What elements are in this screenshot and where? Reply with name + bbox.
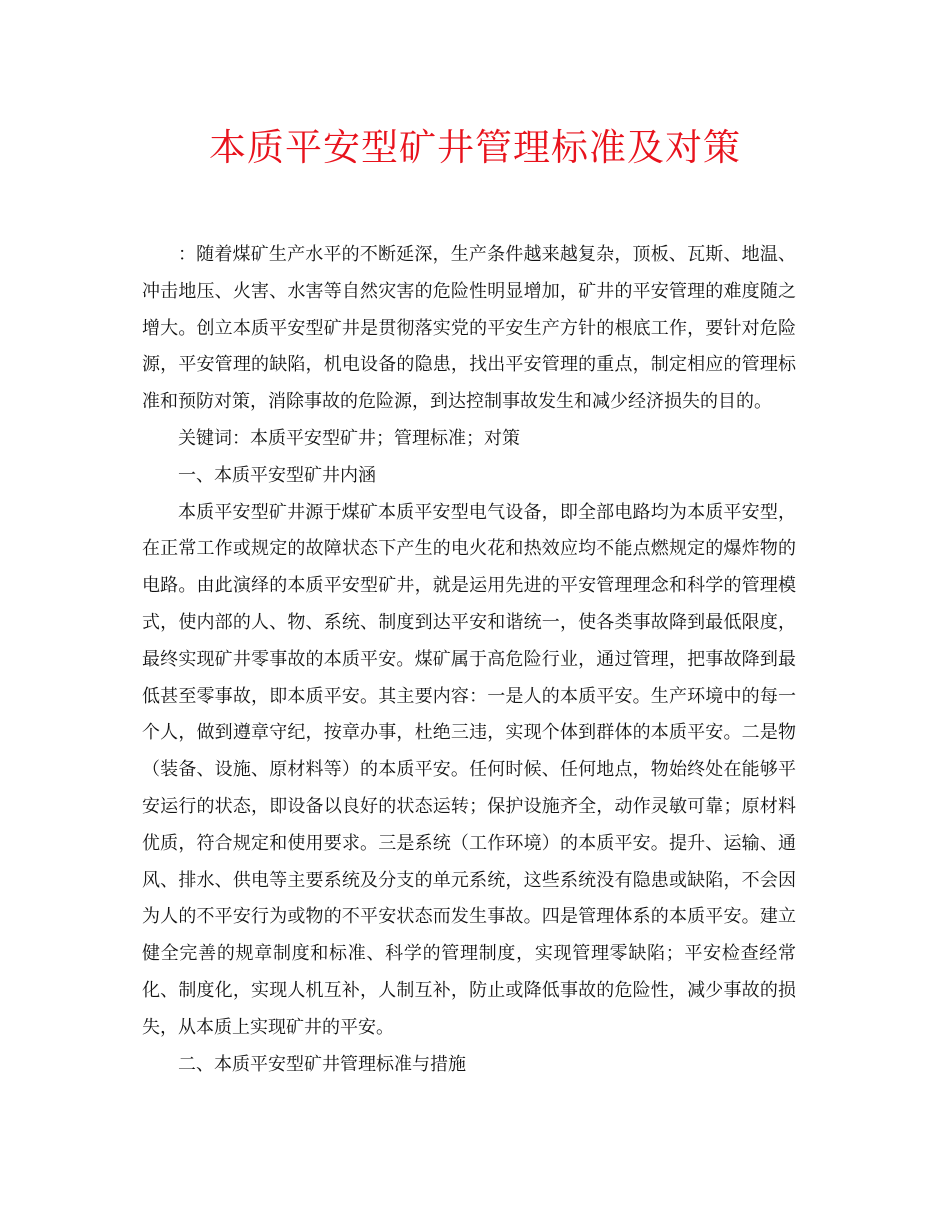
- section-heading-1: 一、本质平安型矿井内涵: [178, 464, 376, 486]
- section-heading-2: 二、本质平安型矿井管理标准与措施: [178, 1053, 466, 1075]
- document-title: 本质平安型矿井管理标准及对策: [209, 126, 741, 169]
- abstract-paragraph: ：随着煤矿生产水平的不断延深，生产条件越来越复杂，顶板、瓦斯、地温、冲击地压、火害、水害等自然灾害的危险性明显增加，矿井的平安管理的难度随之增大。创立本质平安型矿井是贯彻落实党的平安生产方针的根底工作，要针对危险源，平安管理的缺陷，机电设备的隐患，找出平安管理的重点，制定相应的管理标准和预防对策，消除事故的危险源，到达控制事故发生和减少经济损失的目的。: [142, 244, 796, 413]
- section-1-paragraph: 本质平安型矿井源于煤矿本质平安型电气设备，即全部电路均为本质平安型，在正常工作或规定的故障状态下产生的电火花和热效应均不能点燃规定的爆炸物的电路。由此演绎的本质平安型矿井，就是运用先进的平安管理理念和科学的管理模式，使内部的人、物、系统、制度到达平安和谐统一，使各类事故降到最低限度，最终实现矿井零事故的本质平安。煤矿属于高危险行业，通过管理，把事故降到最低甚至零事故，即本质平安。其主要内容：一是人的本质平安。生产环境中的每一个人，做到遵章守纪，按章办事，杜绝三违，实现个体到群体的本质平安。二是物（装备、设施、原材料等）的本质平安。任何时候、任何地点，物始终处在能够平安运行的状态，即设备以良好的状态运转；保护设施齐全，动作灵敏可靠；原材料优质，符合规定和使用要求。三是系统（工作环境）的本质平安。提升、运输、通风、排水、供电等主要系统及分支的单元系统，这些系统没有隐患或缺陷，不会因为人的不平安行为或物的不平安状态而发生事故。四是管理体系的本质平安。建立健全完善的规章制度和标准、科学的管理制度，实现管理零缺陷；平安检查经常化、制度化，实现人机互补，人制互补，防止或降低事故的危险性，减少事故的损失，从本质上实现矿井的平安。: [142, 501, 796, 1038]
- document-body: [142, 237, 796, 1083]
- keywords-line: 关键词：本质平安型矿井；管理标准；对策: [178, 427, 520, 449]
